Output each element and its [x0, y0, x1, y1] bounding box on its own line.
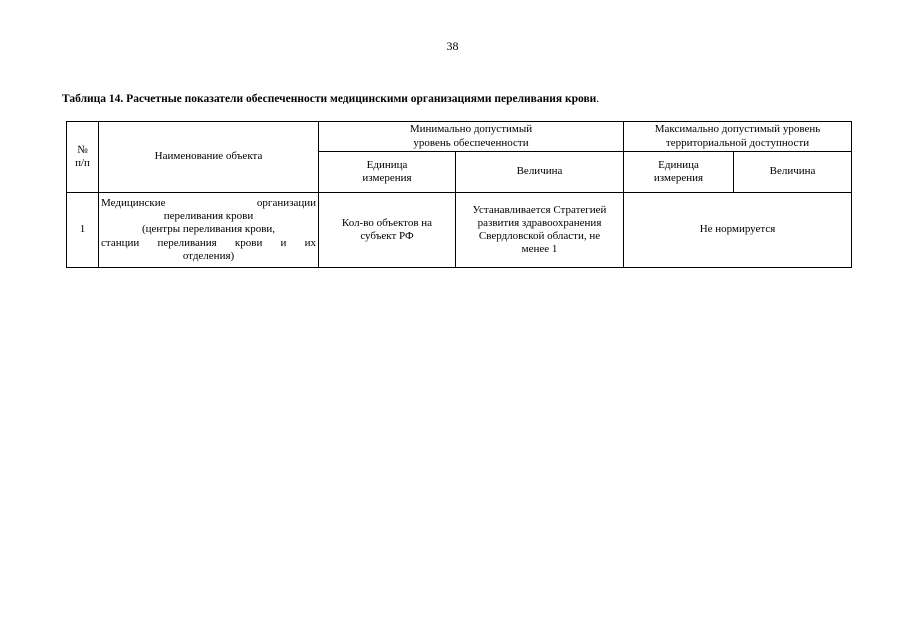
header-min-value: Величина [456, 152, 624, 193]
table-caption [62, 93, 599, 105]
header-max-value: Величина [734, 152, 852, 193]
header-max-unit: Единица измерения [624, 152, 734, 193]
header-max-group: Максимально допустимый уровень территориальной доступности [624, 122, 852, 152]
header-name: Наименование объекта [99, 122, 319, 193]
row-name: Медицинские организации переливания крови (центры переливания крови, станции переливания крови и их отделения) [99, 193, 319, 268]
caption-terminator: . [596, 93, 600, 105]
row-num: 1 [67, 193, 99, 268]
provision-table [66, 121, 852, 268]
row-min-value: Устанавливается Стратегией развития здравоохранения Свердловской области, не менее 1 [456, 193, 624, 268]
header-min-group: Минимально допустимый уровень обеспеченности [319, 122, 624, 152]
page-number: 38 [446, 39, 459, 53]
header-num: № п/п [67, 122, 99, 193]
header-row-1 [67, 122, 852, 152]
header-min-unit: Единица измерения [319, 152, 456, 193]
caption-title: Таблица 14. Расчетные показатели обеспеченности медицинскими организациями переливания крови [62, 93, 597, 105]
table-row [67, 193, 852, 268]
row-max-value: Не нормируется [624, 193, 852, 268]
row-min-unit: Кол-во объектов на субъект РФ [319, 193, 456, 268]
